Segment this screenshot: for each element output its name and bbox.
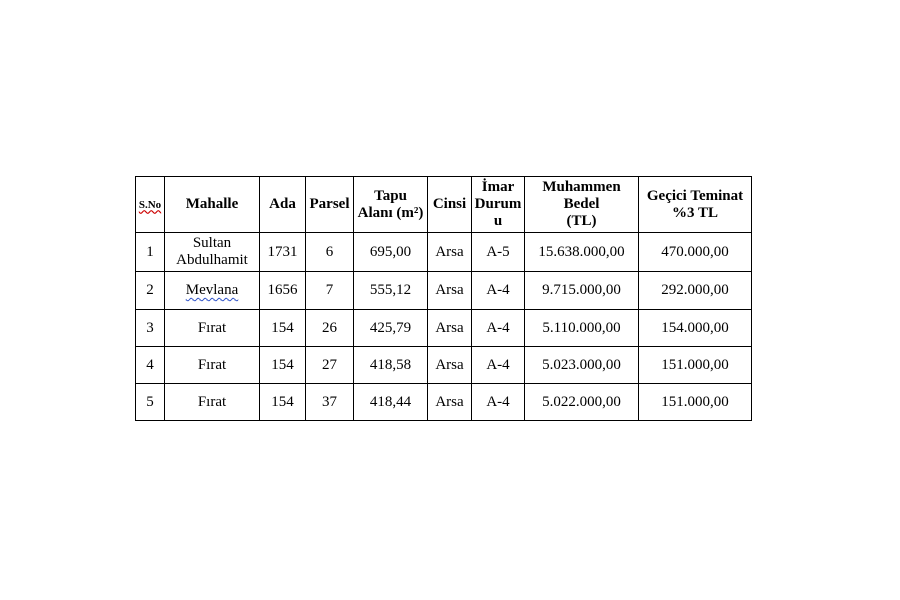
cell-parsel: 7 <box>306 272 354 310</box>
parcel-auction-table <box>135 176 752 421</box>
table-header-row <box>136 177 752 233</box>
cell-cinsi: Arsa <box>428 310 472 347</box>
cell-imar: A-4 <box>472 272 525 310</box>
header-bedel-line1: Muhammen <box>542 179 621 195</box>
cell-imar: A-5 <box>472 233 525 272</box>
header-cinsi: Cinsi <box>428 177 472 233</box>
cell-ada: 154 <box>260 310 306 347</box>
table-row <box>136 347 752 384</box>
cell-teminat: 470.000,00 <box>639 233 752 272</box>
header-bedel-line2: Bedel <box>563 196 600 212</box>
cell-mahalle: Fırat <box>165 384 260 421</box>
cell-parsel: 6 <box>306 233 354 272</box>
cell-teminat: 151.000,00 <box>639 347 752 384</box>
cell-cinsi: Arsa <box>428 384 472 421</box>
header-imar-line2: Durum <box>474 196 522 212</box>
header-imar-line3: u <box>493 213 503 229</box>
cell-ada: 154 <box>260 347 306 384</box>
table-row <box>136 384 752 421</box>
header-tapu-alani <box>354 177 428 233</box>
cell-mahalle-text: Mevlana <box>185 282 239 298</box>
cell-bedel: 5.110.000,00 <box>525 310 639 347</box>
cell-parsel: 27 <box>306 347 354 384</box>
cell-mahalle: Fırat <box>165 310 260 347</box>
cell-mahalle-line2: Abdulhamit <box>176 252 248 268</box>
header-bedel-line3: (TL) <box>566 213 597 229</box>
cell-sno: 4 <box>136 347 165 384</box>
header-tapu-line1: Tapu <box>374 187 407 204</box>
header-sno <box>136 177 165 233</box>
cell-sno: 5 <box>136 384 165 421</box>
cell-mahalle <box>165 272 260 310</box>
cell-teminat: 151.000,00 <box>639 384 752 421</box>
cell-alan: 425,79 <box>354 310 428 347</box>
cell-cinsi: Arsa <box>428 347 472 384</box>
cell-bedel: 15.638.000,00 <box>525 233 639 272</box>
cell-alan: 695,00 <box>354 233 428 272</box>
cell-cinsi: Arsa <box>428 233 472 272</box>
header-teminat-line2: %3 TL <box>672 204 718 221</box>
cell-bedel: 9.715.000,00 <box>525 272 639 310</box>
header-muhammen-bedel <box>525 177 639 233</box>
cell-ada: 1731 <box>260 233 306 272</box>
header-imar-line1: İmar <box>481 179 515 195</box>
cell-imar: A-4 <box>472 310 525 347</box>
table-row <box>136 272 752 310</box>
cell-mahalle-line1: Sultan <box>192 235 232 251</box>
cell-parsel: 26 <box>306 310 354 347</box>
cell-cinsi: Arsa <box>428 272 472 310</box>
cell-parsel: 37 <box>306 384 354 421</box>
cell-mahalle: Fırat <box>165 347 260 384</box>
cell-sno: 3 <box>136 310 165 347</box>
cell-mahalle <box>165 233 260 272</box>
header-tapu-line2: Alanı (m²) <box>357 204 424 221</box>
header-mahalle: Mahalle <box>165 177 260 233</box>
header-teminat-line1: Geçici Teminat <box>646 187 744 204</box>
cell-bedel: 5.023.000,00 <box>525 347 639 384</box>
cell-teminat: 292.000,00 <box>639 272 752 310</box>
header-imar-durumu <box>472 177 525 233</box>
table-row <box>136 310 752 347</box>
header-parsel: Parsel <box>306 177 354 233</box>
cell-ada: 154 <box>260 384 306 421</box>
cell-teminat: 154.000,00 <box>639 310 752 347</box>
cell-bedel: 5.022.000,00 <box>525 384 639 421</box>
table-row <box>136 233 752 272</box>
header-ada: Ada <box>260 177 306 233</box>
cell-alan: 418,58 <box>354 347 428 384</box>
cell-alan: 555,12 <box>354 272 428 310</box>
cell-ada: 1656 <box>260 272 306 310</box>
cell-alan: 418,44 <box>354 384 428 421</box>
header-gecici-teminat <box>639 177 752 233</box>
cell-sno: 2 <box>136 272 165 310</box>
cell-imar: A-4 <box>472 384 525 421</box>
cell-sno: 1 <box>136 233 165 272</box>
header-sno-label: S.No <box>138 198 162 211</box>
cell-imar: A-4 <box>472 347 525 384</box>
